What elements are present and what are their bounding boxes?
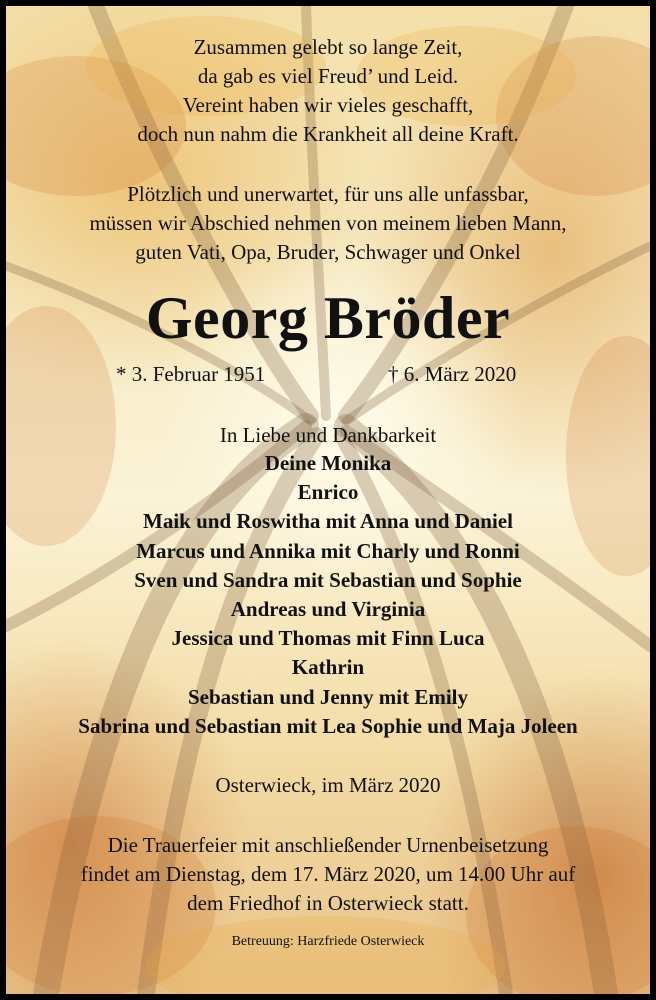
mourner-line: Marcus und Annika mit Charly und Ronni [136, 539, 520, 563]
mourner-line: Andreas und Virginia [230, 597, 426, 621]
death-date: † 6. März 2020 [388, 362, 517, 386]
funeral-line: Die Trauerfeier mit anschließender Urnenbeisetzung [107, 833, 549, 857]
poem-line: doch nun nahm die Krankheit all deine Kraft. [137, 122, 519, 146]
poem-line: da gab es viel Freud’ und Leid. [197, 64, 459, 88]
mourner-line: Maik und Roswitha mit Anna und Daniel [143, 509, 513, 533]
birth-date: * 3. Februar 1951 [116, 362, 266, 386]
mourner-line: Jessica und Thomas mit Finn Luca [171, 626, 485, 650]
poem-line: Vereint haben wir vieles geschafft, [182, 93, 474, 117]
mourner-line: Deine Monika [264, 451, 392, 475]
mourner-line: Sebastian und Jenny mit Emily [187, 685, 469, 709]
intro-line: Plötzlich und unerwartet, für uns alle unfassbar, [127, 182, 529, 206]
funeral-care-credit: Betreuung: Harzfriede Osterwieck [231, 934, 425, 949]
funeral-line: findet am Dienstag, dem 17. März 2020, um 14.00 Uhr auf [80, 862, 576, 886]
obituary-card [6, 6, 650, 994]
intro-line: müssen wir Abschied nehmen von meinem lieben Mann, [89, 211, 567, 235]
deceased-name: Georg Bröder [145, 285, 511, 351]
obituary-text [6, 6, 650, 994]
intro-line: guten Vati, Opa, Bruder, Schwager und Onkel [135, 240, 521, 264]
funeral-line: dem Friedhof in Osterwieck statt. [187, 891, 469, 915]
mourner-line: Kathrin [291, 655, 365, 679]
place-date: Osterwieck, im März 2020 [215, 773, 441, 797]
mourning-intro: In Liebe und Dankbarkeit [219, 423, 437, 447]
mourner-line: Enrico [297, 480, 359, 504]
mourner-line: Sven und Sandra mit Sebastian und Sophie [134, 568, 522, 592]
poem-line: Zusammen gelebt so lange Zeit, [193, 35, 463, 59]
mourner-line: Sabrina und Sebastian mit Lea Sophie und Maja Joleen [78, 714, 578, 738]
